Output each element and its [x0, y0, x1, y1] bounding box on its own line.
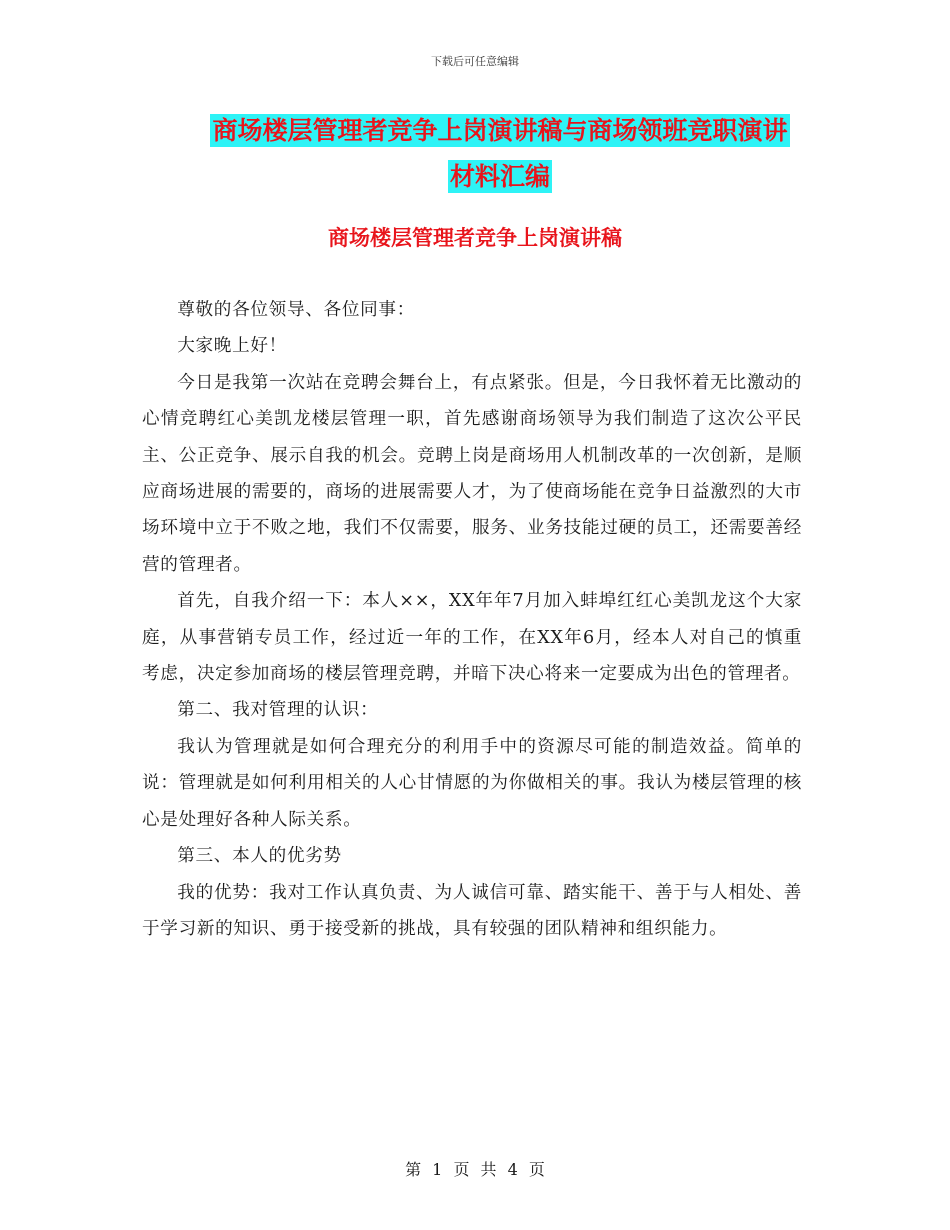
paragraph-heading-3: 第三、本人的优劣势: [177, 846, 342, 867]
document-title: [180, 108, 820, 200]
header-note: 下载后可任意编辑: [431, 55, 519, 68]
document-title-line-2: 材料汇编: [449, 162, 550, 191]
section-title: 商场楼层管理者竞争上岗演讲稿: [328, 226, 622, 250]
paragraph-intro: 今日是我第一次站在竞聘会舞台上，有点紧张。但是，今日我怀着无比激动的心情竞聘红心美凯龙楼层管理一职，首先感谢商场领导为我们制造了这次公平民主、公正竞争、展示自我的机会。竞聘上岗是商场用人机制改革的一次创新，是顺应商场进展的需要的，商场的进展需要人才，为了使商场能在竞争日益激烈的大市场环境中立于不败之地，我们不仅需要，服务、业务技能过硬的员工，还需要善经营的管理者。: [142, 372, 802, 575]
document-title-line-1: 商场楼层管理者竞争上岗演讲稿与商场领班竞职演讲: [212, 116, 788, 145]
paragraph-management-view: 我认为管理就是如何合理充分的利用手中的资源尽可能的制造效益。简单的说：管理就是如何利用相关的人心甘情愿的为你做相关的事。我认为楼层管理的核心是处理好各种人际关系。: [142, 736, 802, 830]
paragraph-heading-2: 第二、我对管理的认识：: [177, 700, 379, 721]
paragraph-greeting: 大家晚上好！: [177, 336, 287, 357]
paragraph-salutation: 尊敬的各位领导、各位同事：: [177, 300, 416, 320]
body-text: [142, 292, 802, 947]
page-footer: 第 1 页 共 4 页: [405, 1160, 545, 1179]
paragraph-strengths: 我的优势：我对工作认真负责、为人诚信可靠、踏实能干、善于与人相处、善于学习新的知识、勇于接受新的挑战，具有较强的团队精神和组织能力。: [142, 882, 802, 939]
paragraph-self-introduction: 首先，自我介绍一下：本人××，XX年年7月加入蚌埠红红心美凯龙这个大家庭，从事营销专员工作，经过近一年的工作，在XX年6月，经本人对自己的慎重考虑，决定参加商场的楼层管理竞聘，并暗下决心将来一定要成为出色的管理者。: [142, 591, 802, 685]
